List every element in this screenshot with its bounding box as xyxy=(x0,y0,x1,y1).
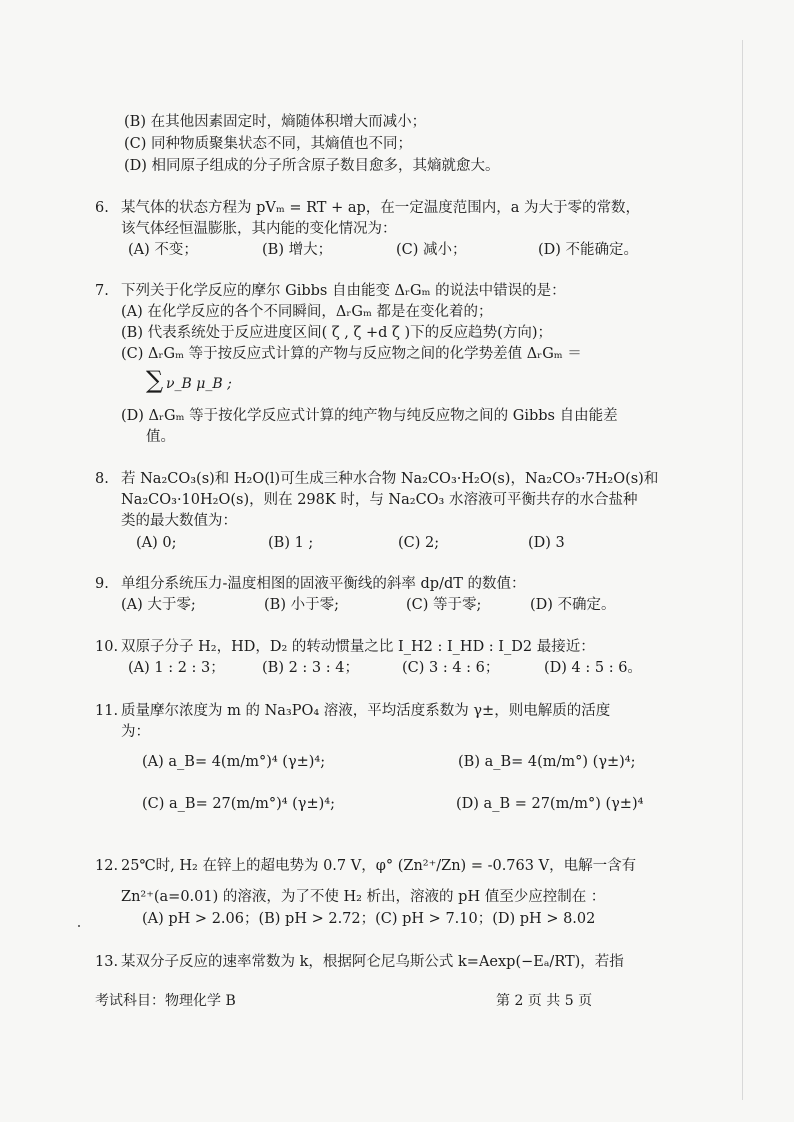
q5-option-b: (B) 在其他因素固定时，熵随体积增大而减小； xyxy=(124,114,427,130)
q7-option-d: (D) ΔᵣGₘ 等于按化学反应式计算的纯产物与纯反应物之间的 Gibbs 自由能差 xyxy=(121,408,618,424)
q10-option-d: (D) 4 : 5 : 6。 xyxy=(544,660,642,676)
q9-option-a: (A) 大于零; xyxy=(121,597,196,613)
q7-option-c-formula: ν_B μ_B ; xyxy=(166,376,232,392)
q6-option-a: (A) 不变； xyxy=(128,242,198,258)
q5-option-d: (D) 相同原子组成的分子所含原子数目愈多，其熵就愈大。 xyxy=(124,158,500,174)
q7-stem: 下列关于化学反应的摩尔 Gibbs 自由能变 ΔᵣGₘ 的说法中错误的是： xyxy=(121,283,566,299)
q6-option-b: (B) 增大； xyxy=(262,242,333,258)
q11-option-d: (D) a_B = 27(m/m°) (γ±)⁴ xyxy=(456,796,644,812)
q5-option-c: (C) 同种物质聚集状态不同，其熵值也不同； xyxy=(124,136,413,152)
q11-option-b: (B) a_B= 4(m/m°) (γ±)⁴; xyxy=(458,754,636,770)
q6-stem-line1: 某气体的状态方程为 pVₘ = RT + ap，在一定温度范围内，a 为大于零的常数， xyxy=(121,200,641,216)
q7-number: 7. xyxy=(95,283,109,299)
q10-option-c: (C) 3 : 4 : 6； xyxy=(402,660,500,676)
q8-option-c: (C) 2; xyxy=(398,535,440,551)
q11-number: 11. xyxy=(95,703,119,719)
sigma-symbol: ∑ xyxy=(146,366,164,394)
q12-stem-line2: Zn²⁺(a=0.01) 的溶液，为了不使 H₂ 析出，溶液的 pH 值至少应控制在 ： xyxy=(121,889,606,905)
q8-stem-line3: 类的最大数值为： xyxy=(121,513,237,529)
q7-option-c: (C) ΔᵣGₘ 等于按反应式计算的产物与反应物之间的化学势差值 ΔᵣGₘ ＝ xyxy=(121,346,582,362)
q6-option-d: (D) 不能确定。 xyxy=(538,242,639,258)
q9-number: 9. xyxy=(95,576,109,592)
q7-option-b: (B) 代表系统处于反应进度区间( ζ , ζ +d ζ )下的反应趋势(方向)； xyxy=(121,325,552,341)
q7-option-a: (A) 在化学反应的各个不同瞬间，ΔᵣGₘ 都是在变化着的； xyxy=(121,304,493,320)
q8-number: 8. xyxy=(95,471,109,487)
stray-mark xyxy=(78,925,80,927)
q10-option-b: (B) 2 : 3 : 4； xyxy=(262,660,359,676)
q12-options: (A) pH > 2.06；(B) pH > 2.72；(C) pH > 7.10；(D) pH > 8.02 xyxy=(142,911,596,927)
page-number-footer: 第 2 页 共 5 页 xyxy=(496,993,593,1009)
q8-stem-line2: Na₂CO₃·10H₂O(s)，则在 298K 时，与 Na₂CO₃ 水溶液可平衡共存的水合盐种 xyxy=(121,492,638,508)
q12-number: 12. xyxy=(95,858,119,874)
q6-stem-line2: 该气体经恒温膨胀，其内能的变化情况为： xyxy=(121,221,397,237)
q11-stem-line1: 质量摩尔浓度为 m 的 Na₃PO₄ 溶液，平均活度系数为 γ±，则电解质的活度 xyxy=(121,703,611,719)
q13-number: 13. xyxy=(95,954,119,970)
q10-option-a: (A) 1 : 2 : 3； xyxy=(128,660,225,676)
right-edge-rule xyxy=(742,40,743,1100)
q8-option-b: (B) 1 ; xyxy=(268,535,314,551)
q6-number: 6. xyxy=(95,200,109,216)
q8-option-a: (A) 0; xyxy=(136,535,177,551)
q9-option-c: (C) 等于零; xyxy=(406,597,482,613)
q8-option-d: (D) 3 xyxy=(528,535,565,551)
q9-option-b: (B) 小于零; xyxy=(264,597,339,613)
q11-stem-line2: 为： xyxy=(121,724,150,740)
q11-option-c: (C) a_B= 27(m/m°)⁴ (γ±)⁴; xyxy=(142,796,335,812)
q12-stem-line1: 25℃时, H₂ 在锌上的超电势为 0.7 V，φ° (Zn²⁺/Zn) = -0.763 V，电解一含有 xyxy=(121,858,637,874)
q10-stem: 双原子分子 H₂，HD，D₂ 的转动惯量之比 I_H2 : I_HD : I_D2 最接近： xyxy=(121,639,595,655)
q10-number: 10. xyxy=(95,639,119,655)
q13-stem: 某双分子反应的速率常数为 k，根据阿仑尼乌斯公式 k=Aexp(−Eₐ/RT)，若指 xyxy=(121,954,624,970)
q9-stem: 单组分系统压力-温度相图的固液平衡线的斜率 dp/dT 的数值： xyxy=(121,576,526,592)
q9-option-d: (D) 不确定。 xyxy=(530,597,616,613)
q11-option-a: (A) a_B= 4(m/m°)⁴ (γ±)⁴; xyxy=(142,754,326,770)
q6-option-c: (C) 减小； xyxy=(396,242,467,258)
q8-stem-line1: 若 Na₂CO₃(s)和 H₂O(l)可生成三种水合物 Na₂CO₃·H₂O(s)，Na₂CO₃·7H₂O(s)和 xyxy=(121,471,659,487)
q7-option-d-tail: 值。 xyxy=(146,429,175,445)
exam-subject-footer: 考试科目：物理化学 B xyxy=(95,993,236,1009)
